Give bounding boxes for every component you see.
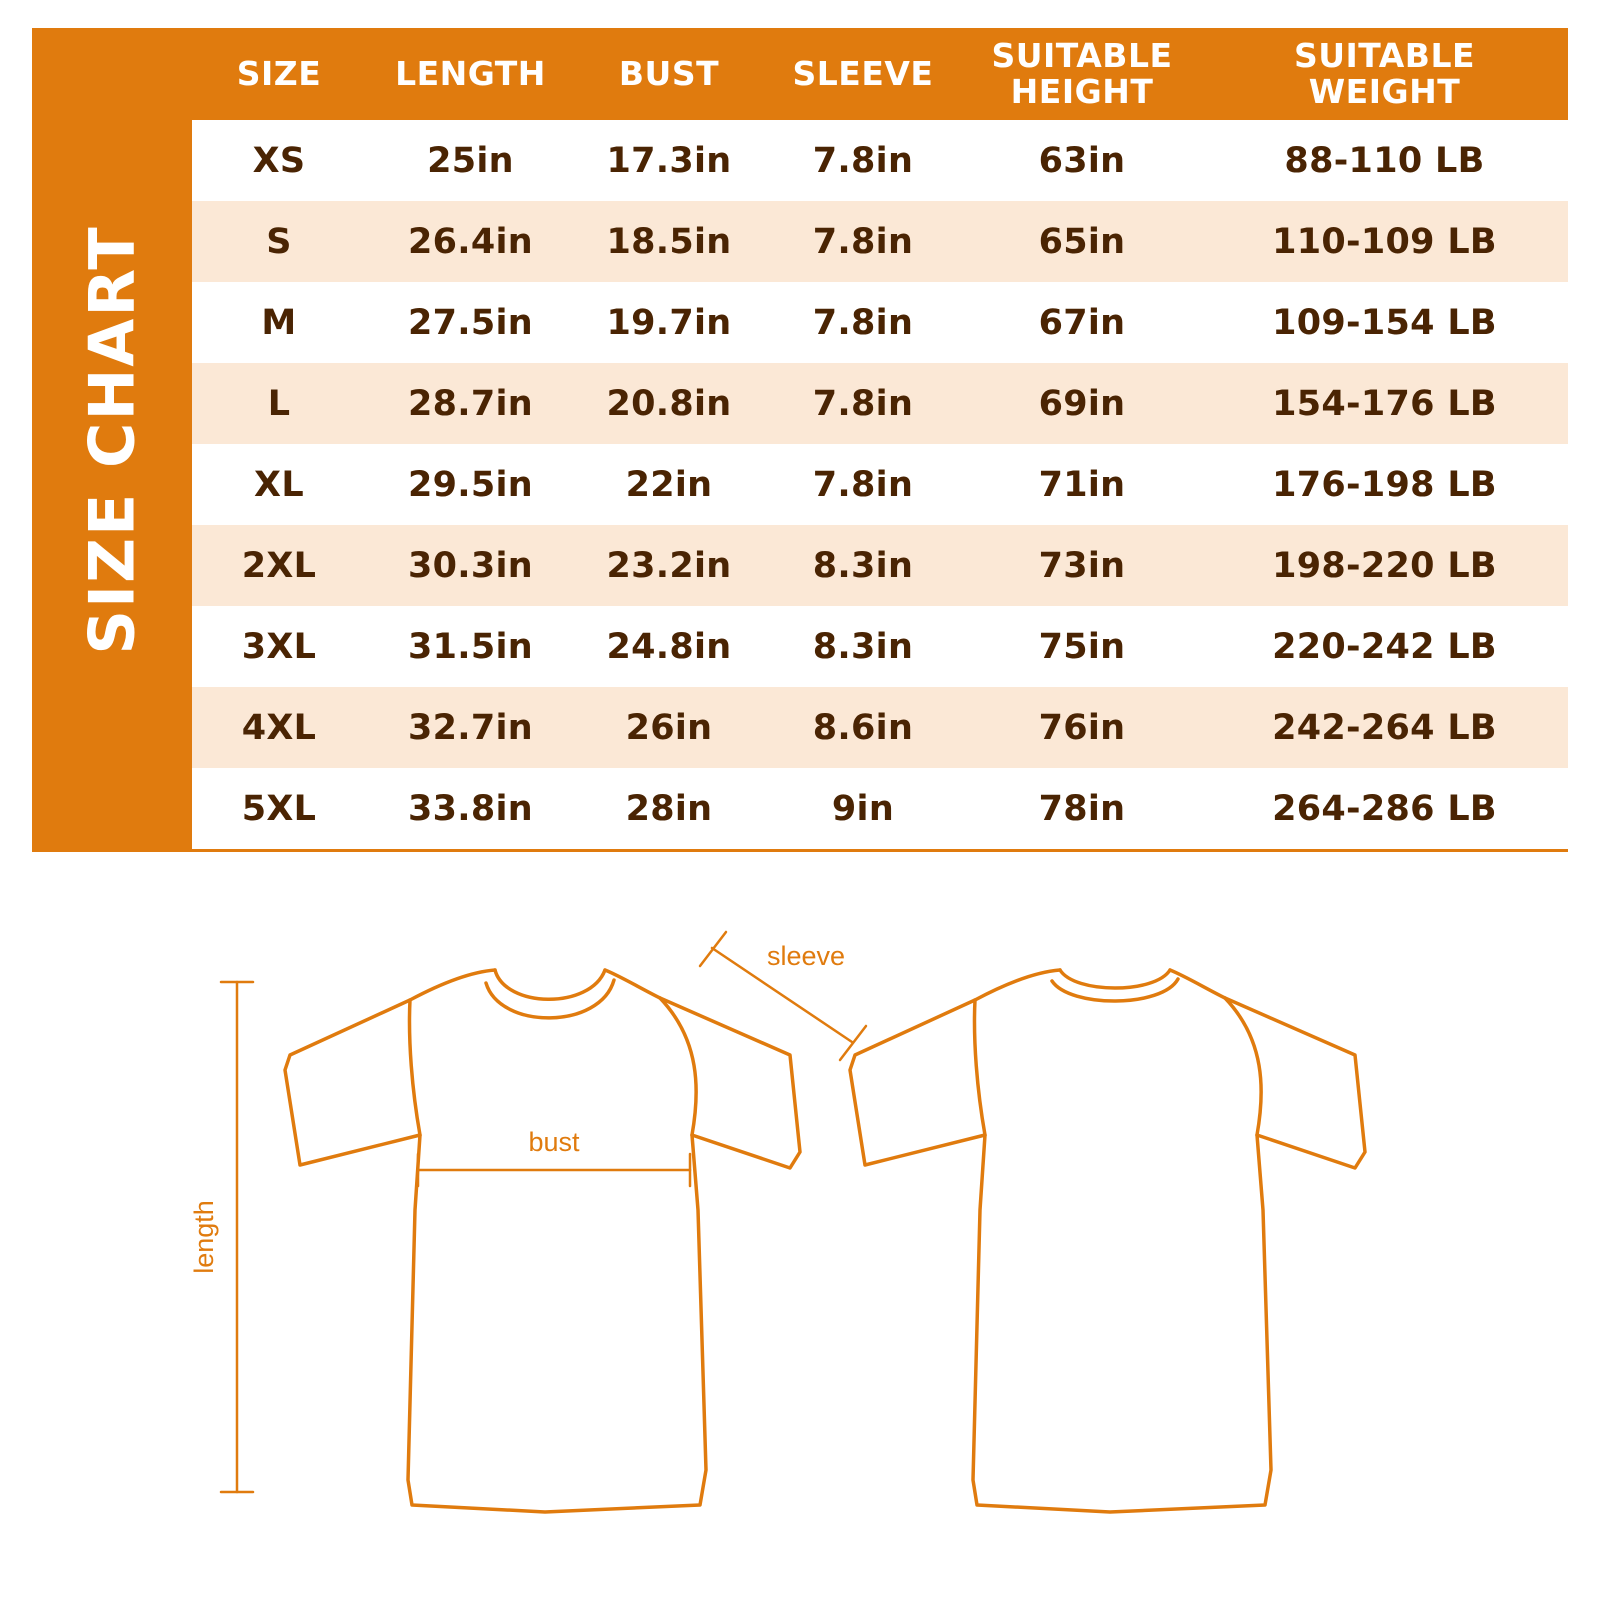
table-row: [192, 606, 1568, 687]
cell-height: 75in: [963, 606, 1201, 687]
cell-bust: 22in: [575, 444, 763, 525]
cell-weight: 264-286 LB: [1201, 768, 1568, 849]
table-row: [192, 768, 1568, 849]
cell-length: 30.3in: [366, 525, 575, 606]
table-row: [192, 282, 1568, 363]
cell-size: L: [192, 363, 366, 444]
cell-length: 26.4in: [366, 201, 575, 282]
bust-dimension: [418, 1154, 690, 1186]
table-row: [192, 525, 1568, 606]
column-header-length: LENGTH: [395, 54, 546, 94]
column-header-suitable-weight-line1: SUITABLE: [1293, 36, 1476, 76]
cell-height: 73in: [963, 525, 1201, 606]
cell-height: 78in: [963, 768, 1201, 849]
table-row: [192, 201, 1568, 282]
cell-sleeve: 7.8in: [763, 444, 963, 525]
column-header-suitable-height-line2: HEIGHT: [1010, 72, 1154, 111]
table-row: [192, 120, 1568, 201]
cell-height: 63in: [963, 120, 1201, 201]
tshirt-back-outline: [850, 970, 1365, 1512]
cell-weight: 220-242 LB: [1201, 606, 1568, 687]
size-table-wrapper: [192, 28, 1568, 852]
cell-weight: 176-198 LB: [1201, 444, 1568, 525]
cell-bust: 18.5in: [575, 201, 763, 282]
column-header-suitable-weight-line2: WEIGHT: [1308, 72, 1461, 111]
tshirt-measurement-illustration: [0, 880, 1600, 1580]
cell-length: 25in: [366, 120, 575, 201]
cell-size: XL: [192, 444, 366, 525]
cell-weight: 110-109 LB: [1201, 201, 1568, 282]
cell-sleeve: 7.8in: [763, 282, 963, 363]
cell-bust: 24.8in: [575, 606, 763, 687]
cell-length: 27.5in: [366, 282, 575, 363]
cell-sleeve: 8.3in: [763, 606, 963, 687]
cell-sleeve: 8.3in: [763, 525, 963, 606]
cell-height: 76in: [963, 687, 1201, 768]
size-table: [192, 28, 1568, 849]
bust-label: bust: [528, 1127, 580, 1157]
cell-height: 65in: [963, 201, 1201, 282]
cell-sleeve: 7.8in: [763, 363, 963, 444]
table-row: [192, 444, 1568, 525]
cell-weight: 154-176 LB: [1201, 363, 1568, 444]
cell-bust: 20.8in: [575, 363, 763, 444]
cell-bust: 17.3in: [575, 120, 763, 201]
cell-height: 71in: [963, 444, 1201, 525]
column-header-suitable-height: [963, 28, 1201, 120]
cell-length: 29.5in: [366, 444, 575, 525]
cell-height: 69in: [963, 363, 1201, 444]
length-label: length: [189, 1200, 219, 1274]
cell-bust: 23.2in: [575, 525, 763, 606]
cell-weight: 242-264 LB: [1201, 687, 1568, 768]
cell-size: 3XL: [192, 606, 366, 687]
table-row: [192, 687, 1568, 768]
cell-size: 4XL: [192, 687, 366, 768]
cell-length: 28.7in: [366, 363, 575, 444]
cell-weight: 109-154 LB: [1201, 282, 1568, 363]
column-header-sleeve: SLEEVE: [792, 54, 934, 94]
table-row: [192, 363, 1568, 444]
cell-sleeve: 8.6in: [763, 687, 963, 768]
size-chart-title-column: [32, 28, 192, 852]
cell-bust: 28in: [575, 768, 763, 849]
cell-length: 31.5in: [366, 606, 575, 687]
cell-weight: 88-110 LB: [1201, 120, 1568, 201]
length-dimension: [221, 982, 253, 1492]
column-header-suitable-height-line1: SUITABLE: [991, 36, 1173, 76]
page-title: SIZE CHART: [75, 225, 149, 655]
cell-size: 5XL: [192, 768, 366, 849]
size-chart-block: [32, 28, 1568, 852]
sleeve-label: sleeve: [766, 941, 846, 971]
cell-size: M: [192, 282, 366, 363]
cell-length: 32.7in: [366, 687, 575, 768]
cell-size: S: [192, 201, 366, 282]
cell-height: 67in: [963, 282, 1201, 363]
cell-sleeve: 9in: [763, 768, 963, 849]
column-header-suitable-weight: [1201, 28, 1568, 120]
cell-bust: 26in: [575, 687, 763, 768]
cell-sleeve: 7.8in: [763, 120, 963, 201]
cell-length: 33.8in: [366, 768, 575, 849]
table-header-row: [192, 28, 1568, 120]
cell-bust: 19.7in: [575, 282, 763, 363]
column-header-bust: BUST: [618, 54, 720, 94]
cell-size: XS: [192, 120, 366, 201]
tshirt-front-outline: [285, 970, 800, 1512]
cell-weight: 198-220 LB: [1201, 525, 1568, 606]
cell-size: 2XL: [192, 525, 366, 606]
column-header-size: SIZE: [236, 54, 322, 94]
cell-sleeve: 7.8in: [763, 201, 963, 282]
